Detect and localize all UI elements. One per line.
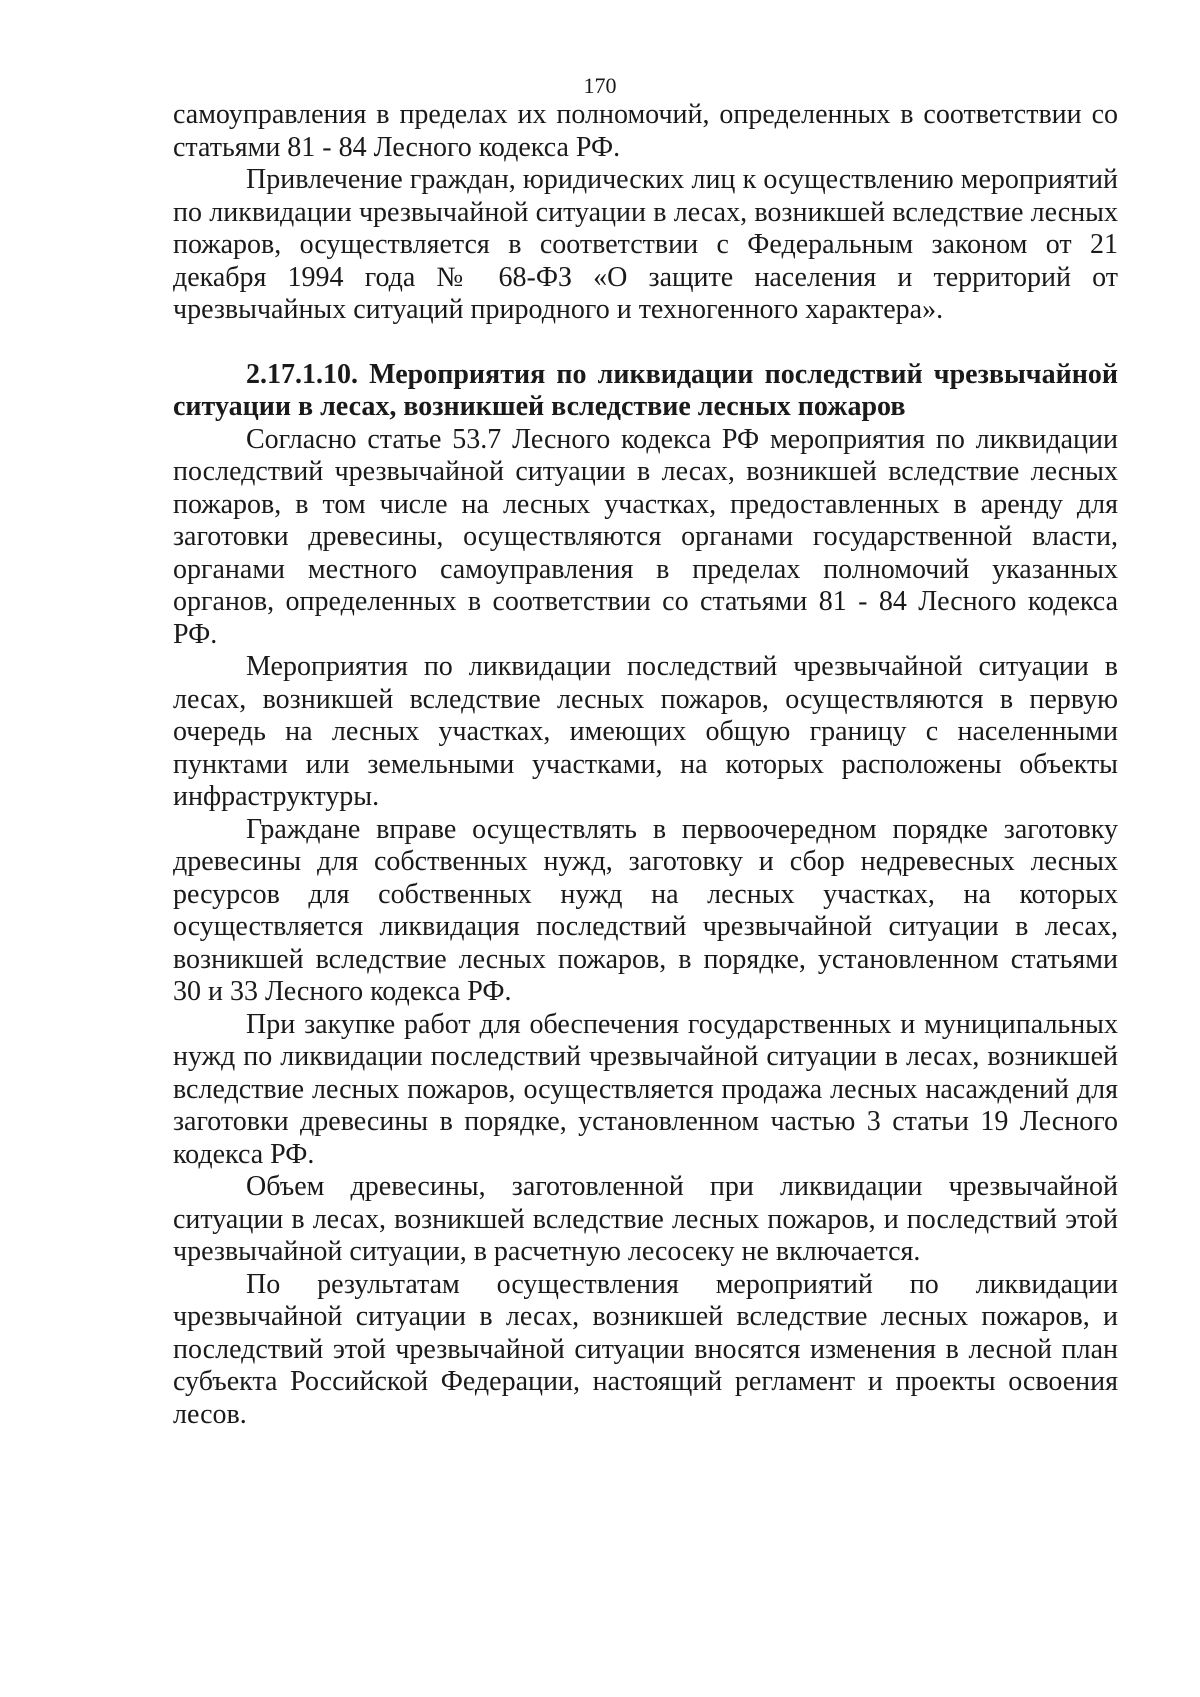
paragraph-timber-volume: Объем древесины, заготовленной при ликвидации чрезвычайной ситуации в лесах, возникшей вследствие лесных пожаров, и последствий этой чрезвычайной ситуации, в расчетную лесосеку не включается. [173, 1171, 1118, 1267]
paragraph-priority-areas: Мероприятия по ликвидации последствий чрезвычайной ситуации в лесах, возникшей вследствие лесных пожаров, осуществляются в первую очередь на лесных участках, имеющих общую границу с населенными пунктами или земельными участками, на которых расположены объекты инфраструктуры. [173, 651, 1118, 812]
paragraph-article-53-7: Согласно статье 53.7 Лесного кодекса РФ мероприятия по ликвидации последствий чрезвычайной ситуации в лесах, возникшей вследствие лесных пожаров, в том числе на лесных участках, предоставленных в аренду для заготовки древесины, осуществляются органами государственной власти, органами местного самоуправления в пределах полномочий указанных органов, определенных в соответствии со статьями 81 - 84 Лесного кодекса РФ. [173, 423, 1118, 650]
document-body [173, 99, 1118, 1431]
section-heading: 2.17.1.10. Мероприятия по ликвидации последствий чрезвычайной ситуации в лесах, возникшей вследствие лесных пожаров [173, 358, 1118, 422]
page-number: 170 [583, 73, 617, 98]
paragraph-plan-changes: По результатам осуществления мероприятий по ликвидации чрезвычайной ситуации в лесах, возникшей вследствие лесных пожаров, и последствий этой чрезвычайной ситуации вносятся изменения в лесной план субъекта Российской Федерации, настоящий регламент и проекты освоения лесов. [173, 1268, 1118, 1430]
paragraph-citizens-involvement: Привлечение граждан, юридических лиц к осуществлению мероприятий по ликвидации чрезвычайной ситуации в лесах, возникшей вследствие лесных пожаров, осуществляется в соответствии с Федеральным законом от 21 декабря 1994 года № 68-ФЗ «О защите населения и территорий от чрезвычайных ситуаций природного и техногенного характера». [173, 164, 1118, 325]
paragraph-citizens-rights: Граждане вправе осуществлять в первоочередном порядке заготовку древесины для собственных нужд, заготовку и сбор недревесных лесных ресурсов для собственных нужд на лесных участках, на которых осуществляется ликвидация последствий чрезвычайной ситуации в лесах, возникшей вследствие лесных пожаров, в порядке, установленном статьями 30 и 33 Лесного кодекса РФ. [173, 813, 1118, 1007]
paragraph-procurement: При закупке работ для обеспечения государственных и муниципальных нужд по ликвидации последствий чрезвычайной ситуации в лесах, возникшей вследствие лесных пожаров, осуществляется продажа лесных насаждений для заготовки древесины в порядке, установленном частью 3 статьи 19 Лесного кодекса РФ. [173, 1008, 1118, 1170]
paragraph-continuation: самоуправления в пределах их полномочий, определенных в соответствии со статьями 81 - 84 Лесного кодекса РФ. [173, 99, 1118, 163]
